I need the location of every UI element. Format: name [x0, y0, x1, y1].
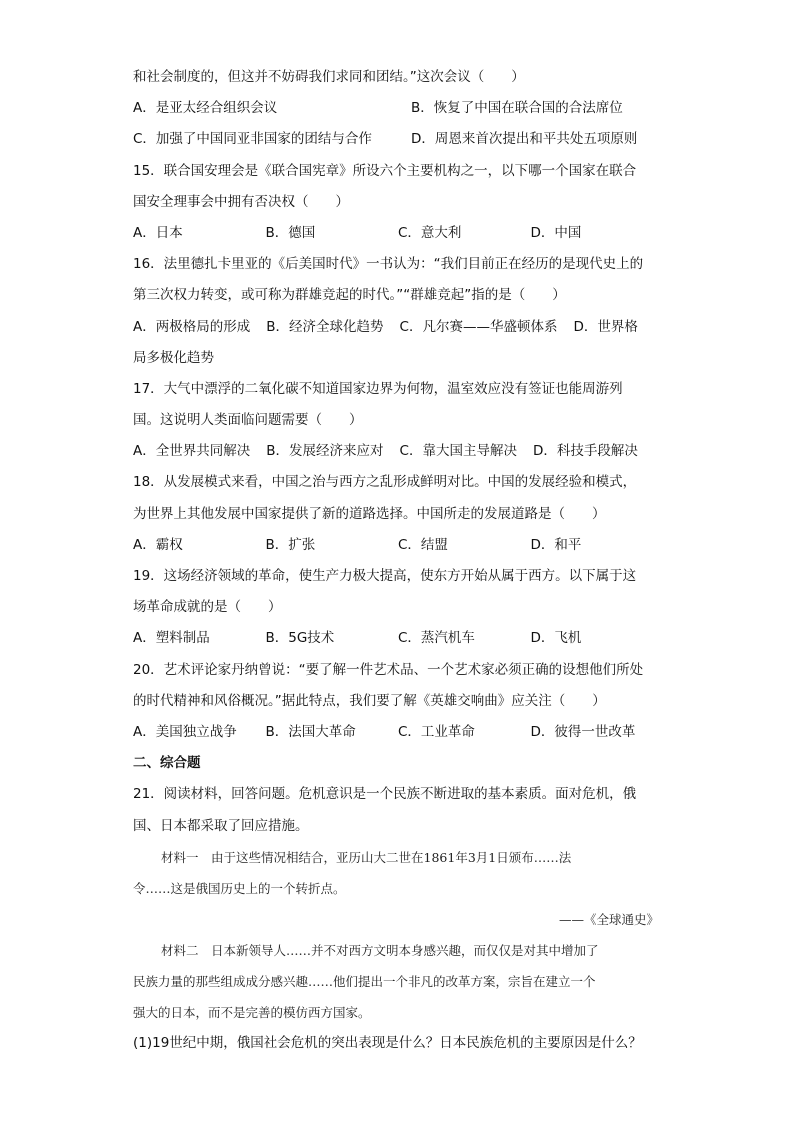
option-d: D．彼得一世改革: [530, 723, 636, 740]
option-a: A．日本: [133, 224, 183, 241]
material-2-line3: 强大的日本，而不是完善的模仿西方国家。: [133, 1004, 371, 1020]
option-c: C．工业革命: [398, 723, 475, 740]
option-c: C．靠大国主导解决: [399, 443, 517, 460]
option-b: B．德国: [265, 224, 316, 241]
option-a: A．塑料制品: [133, 630, 210, 647]
question-18-options: [133, 530, 663, 561]
option-d: D．科技手段解决: [532, 443, 638, 460]
option-c: C．结盟: [398, 536, 448, 553]
option-a: A．是亚太经合组织会议: [133, 100, 278, 117]
material-1-source: ——《全球通史》: [558, 911, 659, 927]
question-16-stem: 16．法里德扎卡里亚的《后美国时代》一书认为：“我们目前正在经历的是现代史上的: [133, 256, 644, 273]
question-20-stem: 20．艺术评论家丹纳曾说：“要了解一件艺术品、一个艺术家必须正确的设想他们所处: [133, 661, 644, 678]
question-16-option-d-cont: 局多极化趋势: [133, 349, 214, 366]
option-c: C．凡尔赛——华盛顿体系: [399, 318, 558, 335]
option-a: A．两极格局的形成: [133, 318, 251, 335]
section-heading: 二、综合题: [133, 755, 201, 772]
question-18-stem-cont: 为世界上其他发展中国家提供了新的道路选择。中国所走的发展道路是（ ）: [133, 505, 606, 522]
material-1-line2: 令……这是俄国历史上的一个转折点。: [133, 880, 346, 896]
option-d: D．和平: [530, 536, 582, 553]
option-a: A．美国独立战争: [133, 723, 237, 740]
question-20-options: [133, 717, 663, 748]
question-15-stem-cont: 国安全理事会中拥有否决权（ ）: [133, 193, 349, 210]
option-a: A．全世界共同解决: [133, 443, 251, 460]
option-c: C．加强了中国同亚非国家的团结与合作: [133, 131, 372, 148]
option-c: C．意大利: [398, 224, 462, 241]
option-b: B．法国大革命: [265, 723, 356, 740]
option-d: D．世界格: [573, 318, 638, 335]
question-16-options: [133, 312, 663, 343]
option-b: B．恢复了中国在联合国的合法席位: [411, 100, 623, 117]
question-21-subquestion-1: (1)19世纪中期，俄国社会危机的突出表现是什么？日本民族危机的主要原因是什么？: [133, 1034, 642, 1051]
question-21-stem-cont: 国、日本都采取了回应措施。: [133, 817, 309, 834]
material-2-line2: 民族力量的那些组成成分感兴趣……他们提出一个非凡的改革方案，宗旨在建立一个: [133, 973, 596, 989]
question-17-options: [133, 436, 663, 467]
question-17-stem: 17．大气中漂浮的二氧化碳不知道国家边界为何物，温室效应没有签证也能周游列: [133, 380, 623, 397]
question-20-stem-cont: 的时代精神和风俗概况。”据此特点，我们要了解《英雄交响曲》应关注（ ）: [133, 692, 606, 709]
option-b: B．扩张: [265, 536, 316, 553]
question-15-options: [133, 218, 663, 249]
option-d: D．周恩来首次提出和平共处五项原则: [411, 131, 638, 148]
question-18-stem: 18．从发展模式来看，中国之治与西方之乱形成鲜明对比。中国的发展经验和模式，: [133, 474, 637, 491]
material-2-line1: 材料二 日本新领导人……并不对西方文明本身感兴趣，而仅仅是对其中增加了: [161, 942, 599, 958]
question-17-stem-cont: 国。这说明人类面临问题需要（ ）: [133, 412, 363, 429]
question-14-options-row2: [133, 124, 663, 155]
question-19-stem-cont: 场革命成就的是（ ）: [133, 599, 282, 616]
question-21-stem: 21．阅读材料，回答问题。危机意识是一个民族不断进取的基本素质。面对危机，俄: [133, 786, 637, 803]
question-16-stem-cont: 第三次权力转变，或可称为群雄竞起的时代。”“群雄竞起”指的是（ ）: [133, 287, 566, 304]
option-c: C．蒸汽机车: [398, 630, 475, 647]
question-19-stem: 19．这场经济领域的革命，使生产力极大提高，使东方开始从属于西方。以下属于这: [133, 568, 637, 584]
question-content: [133, 62, 663, 1059]
question-14-options-row1: [133, 93, 663, 124]
option-d: D．飞机: [530, 630, 582, 647]
material-1-line1: 材料一 由于这些情况相结合，亚历山大二世在1861年3月1日颁布……法: [161, 849, 572, 865]
question-14-tail: 和社会制度的，但这并不妨碍我们求同和团结。”这次会议（ ）: [133, 69, 525, 85]
option-a: A．霸权: [133, 536, 183, 553]
option-b: B．发展经济来应对: [266, 443, 384, 460]
option-d: D．中国: [530, 224, 582, 241]
question-19-options: [133, 623, 663, 654]
option-b: B．经济全球化趋势: [266, 318, 384, 335]
option-b: B．5G技术: [265, 630, 335, 647]
question-15-stem: 15．联合国安理会是《联合国宪章》所设六个主要机构之一，以下哪一个国家在联合: [133, 162, 637, 179]
